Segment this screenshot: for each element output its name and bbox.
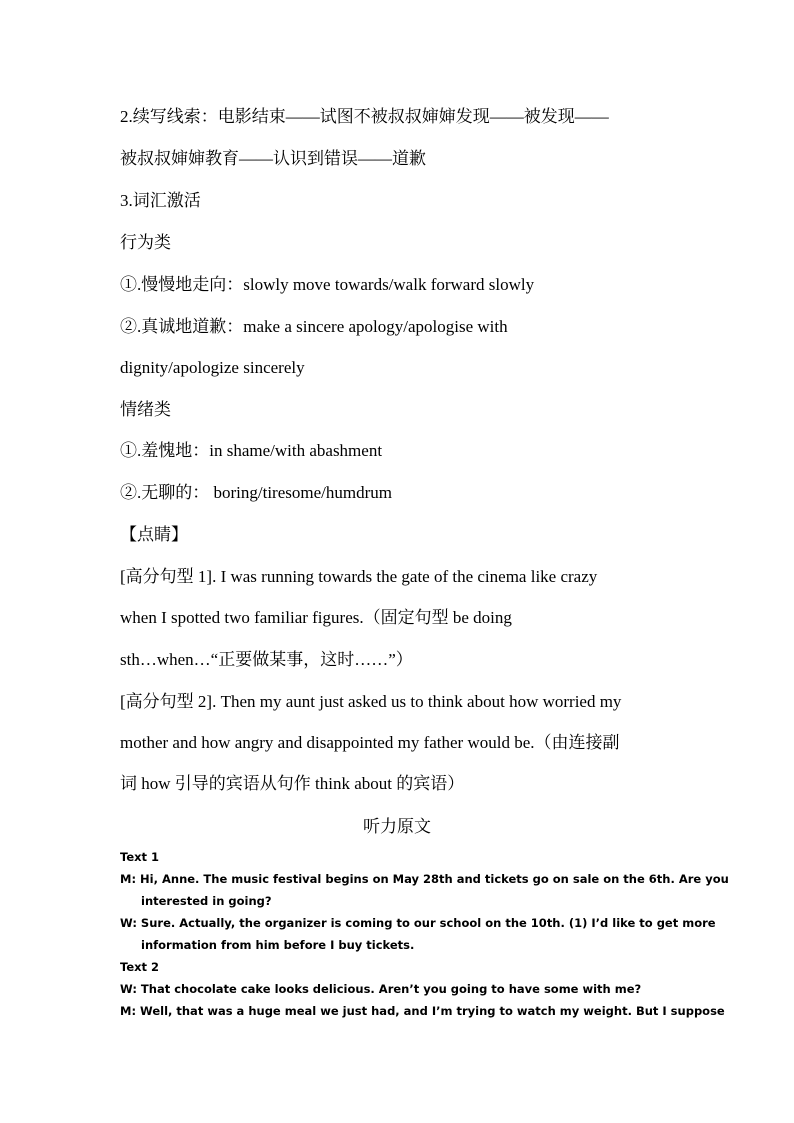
continuation-clue-line-1: 2.续写线索：电影结束——试图不被叔叔婶婶发现——被发现—— — [120, 107, 609, 126]
text-1-m-line-2: interested in going? — [141, 894, 272, 908]
sentence-2-line-3: 词 how 引导的宾语从句作 think about 的宾语） — [120, 774, 465, 793]
continuation-clue-line-2: 被叔叔婶婶教育——认识到错误——道歉 — [120, 149, 426, 168]
text-1-label: Text 1 — [120, 850, 160, 864]
behavior-heading: 行为类 — [120, 233, 171, 252]
text-2-w-line-1: W: That chocolate cake looks delicious. Aren’t you going to have some with me? — [120, 982, 642, 996]
behavior-item-1: ①.慢慢地走向：slowly move towards/walk forward slowly — [120, 275, 535, 294]
sentence-2-line-2: mother and how angry and disappointed my father would be.（由连接副 — [120, 733, 620, 752]
sentence-1-line-3: sth…when…“正要做某事，这时……”） — [120, 650, 413, 669]
listening-title: 听力原文 — [363, 817, 431, 836]
text-1-w-line-2: information from him before I buy tickets. — [141, 938, 415, 952]
text-1-w-line-1: W: Sure. Actually, the organizer is coming to our school on the 10th. (1) I’d like to get more — [120, 916, 716, 930]
sentence-2-line-1: [高分句型 2]. Then my aunt just asked us to think about how worried my — [120, 692, 622, 711]
text-2-m-line-1: M: Well, that was a huge meal we just had, and I’m trying to watch my weight. But I suppose — [120, 1004, 725, 1018]
text-1-m-line-1: M: Hi, Anne. The music festival begins on May 28th and tickets go on sale on the 6th. Are you — [120, 872, 729, 886]
emotion-item-2: ②.无聊的： boring/tiresome/humdrum — [120, 483, 392, 502]
sentence-1-line-2: when I spotted two familiar figures.（固定句型 be doing — [120, 608, 512, 627]
emotion-heading: 情绪类 — [120, 400, 171, 419]
vocab-heading: 3.词汇激活 — [120, 191, 201, 210]
text-2-label: Text 2 — [120, 960, 160, 974]
highlight-heading: 【点睛】 — [120, 525, 188, 544]
behavior-item-2-line-1: ②.真诚地道歉：make a sincere apology/apologise with — [120, 317, 508, 336]
emotion-item-1: ①.羞愧地：in shame/with abashment — [120, 441, 383, 460]
sentence-1-line-1: [高分句型 1]. I was running towards the gate of the cinema like crazy — [120, 567, 598, 586]
behavior-item-2-line-2: dignity/apologize sincerely — [120, 358, 305, 377]
